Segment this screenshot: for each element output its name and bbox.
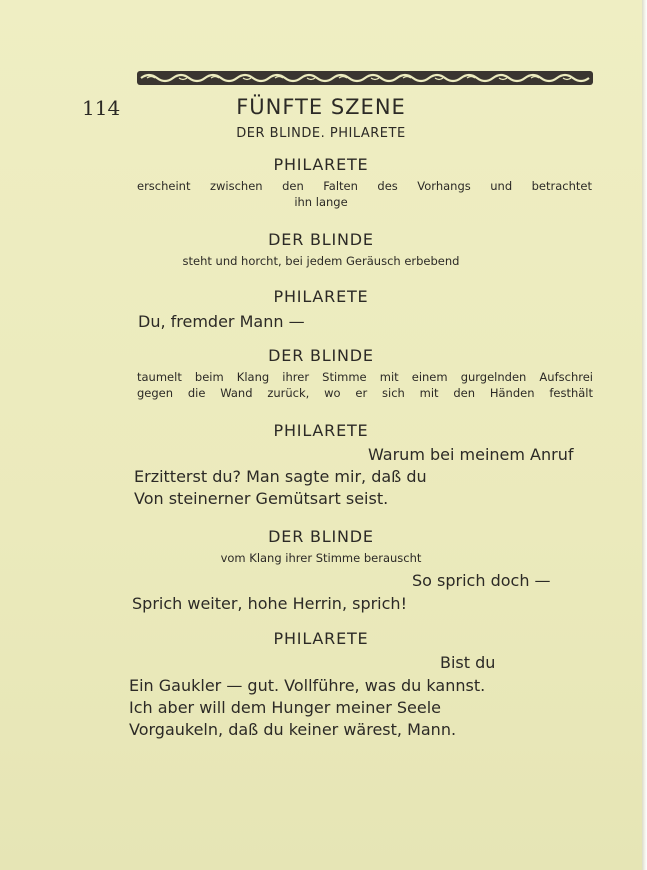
verse-line: Warum bei meinem Anruf (368, 445, 574, 464)
verse-line: Erzitterst du? Man sagte mir, daß du (134, 467, 427, 486)
verse-line: Du, fremder Mann — (138, 312, 305, 331)
scene-title: FÜNFTE SZENE (236, 95, 406, 119)
speaker-name: DER BLINDE (268, 346, 374, 365)
verse-line: Vorgaukeln, daß du keiner wärest, Mann. (129, 720, 457, 739)
speaker-name: DER BLINDE (268, 230, 374, 249)
speaker-name: DER BLINDE (268, 527, 374, 546)
stage-direction: steht und horcht, bei jedem Geräusch erbebend (182, 254, 460, 268)
speaker-name: PHILARETE (273, 155, 369, 174)
stage-direction: ihn lange (294, 195, 348, 209)
speaker-name: PHILARETE (273, 421, 369, 440)
verse-line: Von steinerner Gemütsart seist. (134, 489, 389, 508)
verse-line: Sprich weiter, hohe Herrin, sprich! (132, 594, 407, 613)
verse-line: Bist du (440, 653, 496, 672)
speaker-name: PHILARETE (273, 287, 369, 306)
ornament-icon (137, 70, 593, 86)
verse-line: Ein Gaukler — gut. Vollführe, was du kannst. (129, 676, 486, 695)
stage-direction: taumelt beim Klang ihrer Stimme mit einem gurgelnden Aufschrei (137, 370, 593, 384)
page-edge (642, 0, 647, 870)
stage-direction: vom Klang ihrer Stimme berauscht (220, 551, 422, 565)
verse-line: Ich aber will dem Hunger meiner Seele (129, 698, 442, 717)
cast-line: DER BLINDE. PHILARETE (236, 126, 406, 141)
verse-line: So sprich doch — (412, 571, 551, 590)
page-number: 114 (82, 96, 121, 120)
stage-direction: gegen die Wand zurück, wo er sich mit den Händen festhält (137, 386, 593, 400)
speaker-name: PHILARETE (273, 629, 369, 648)
stage-direction: erscheint zwischen den Falten des Vorhangs und betrachtet (137, 179, 592, 193)
